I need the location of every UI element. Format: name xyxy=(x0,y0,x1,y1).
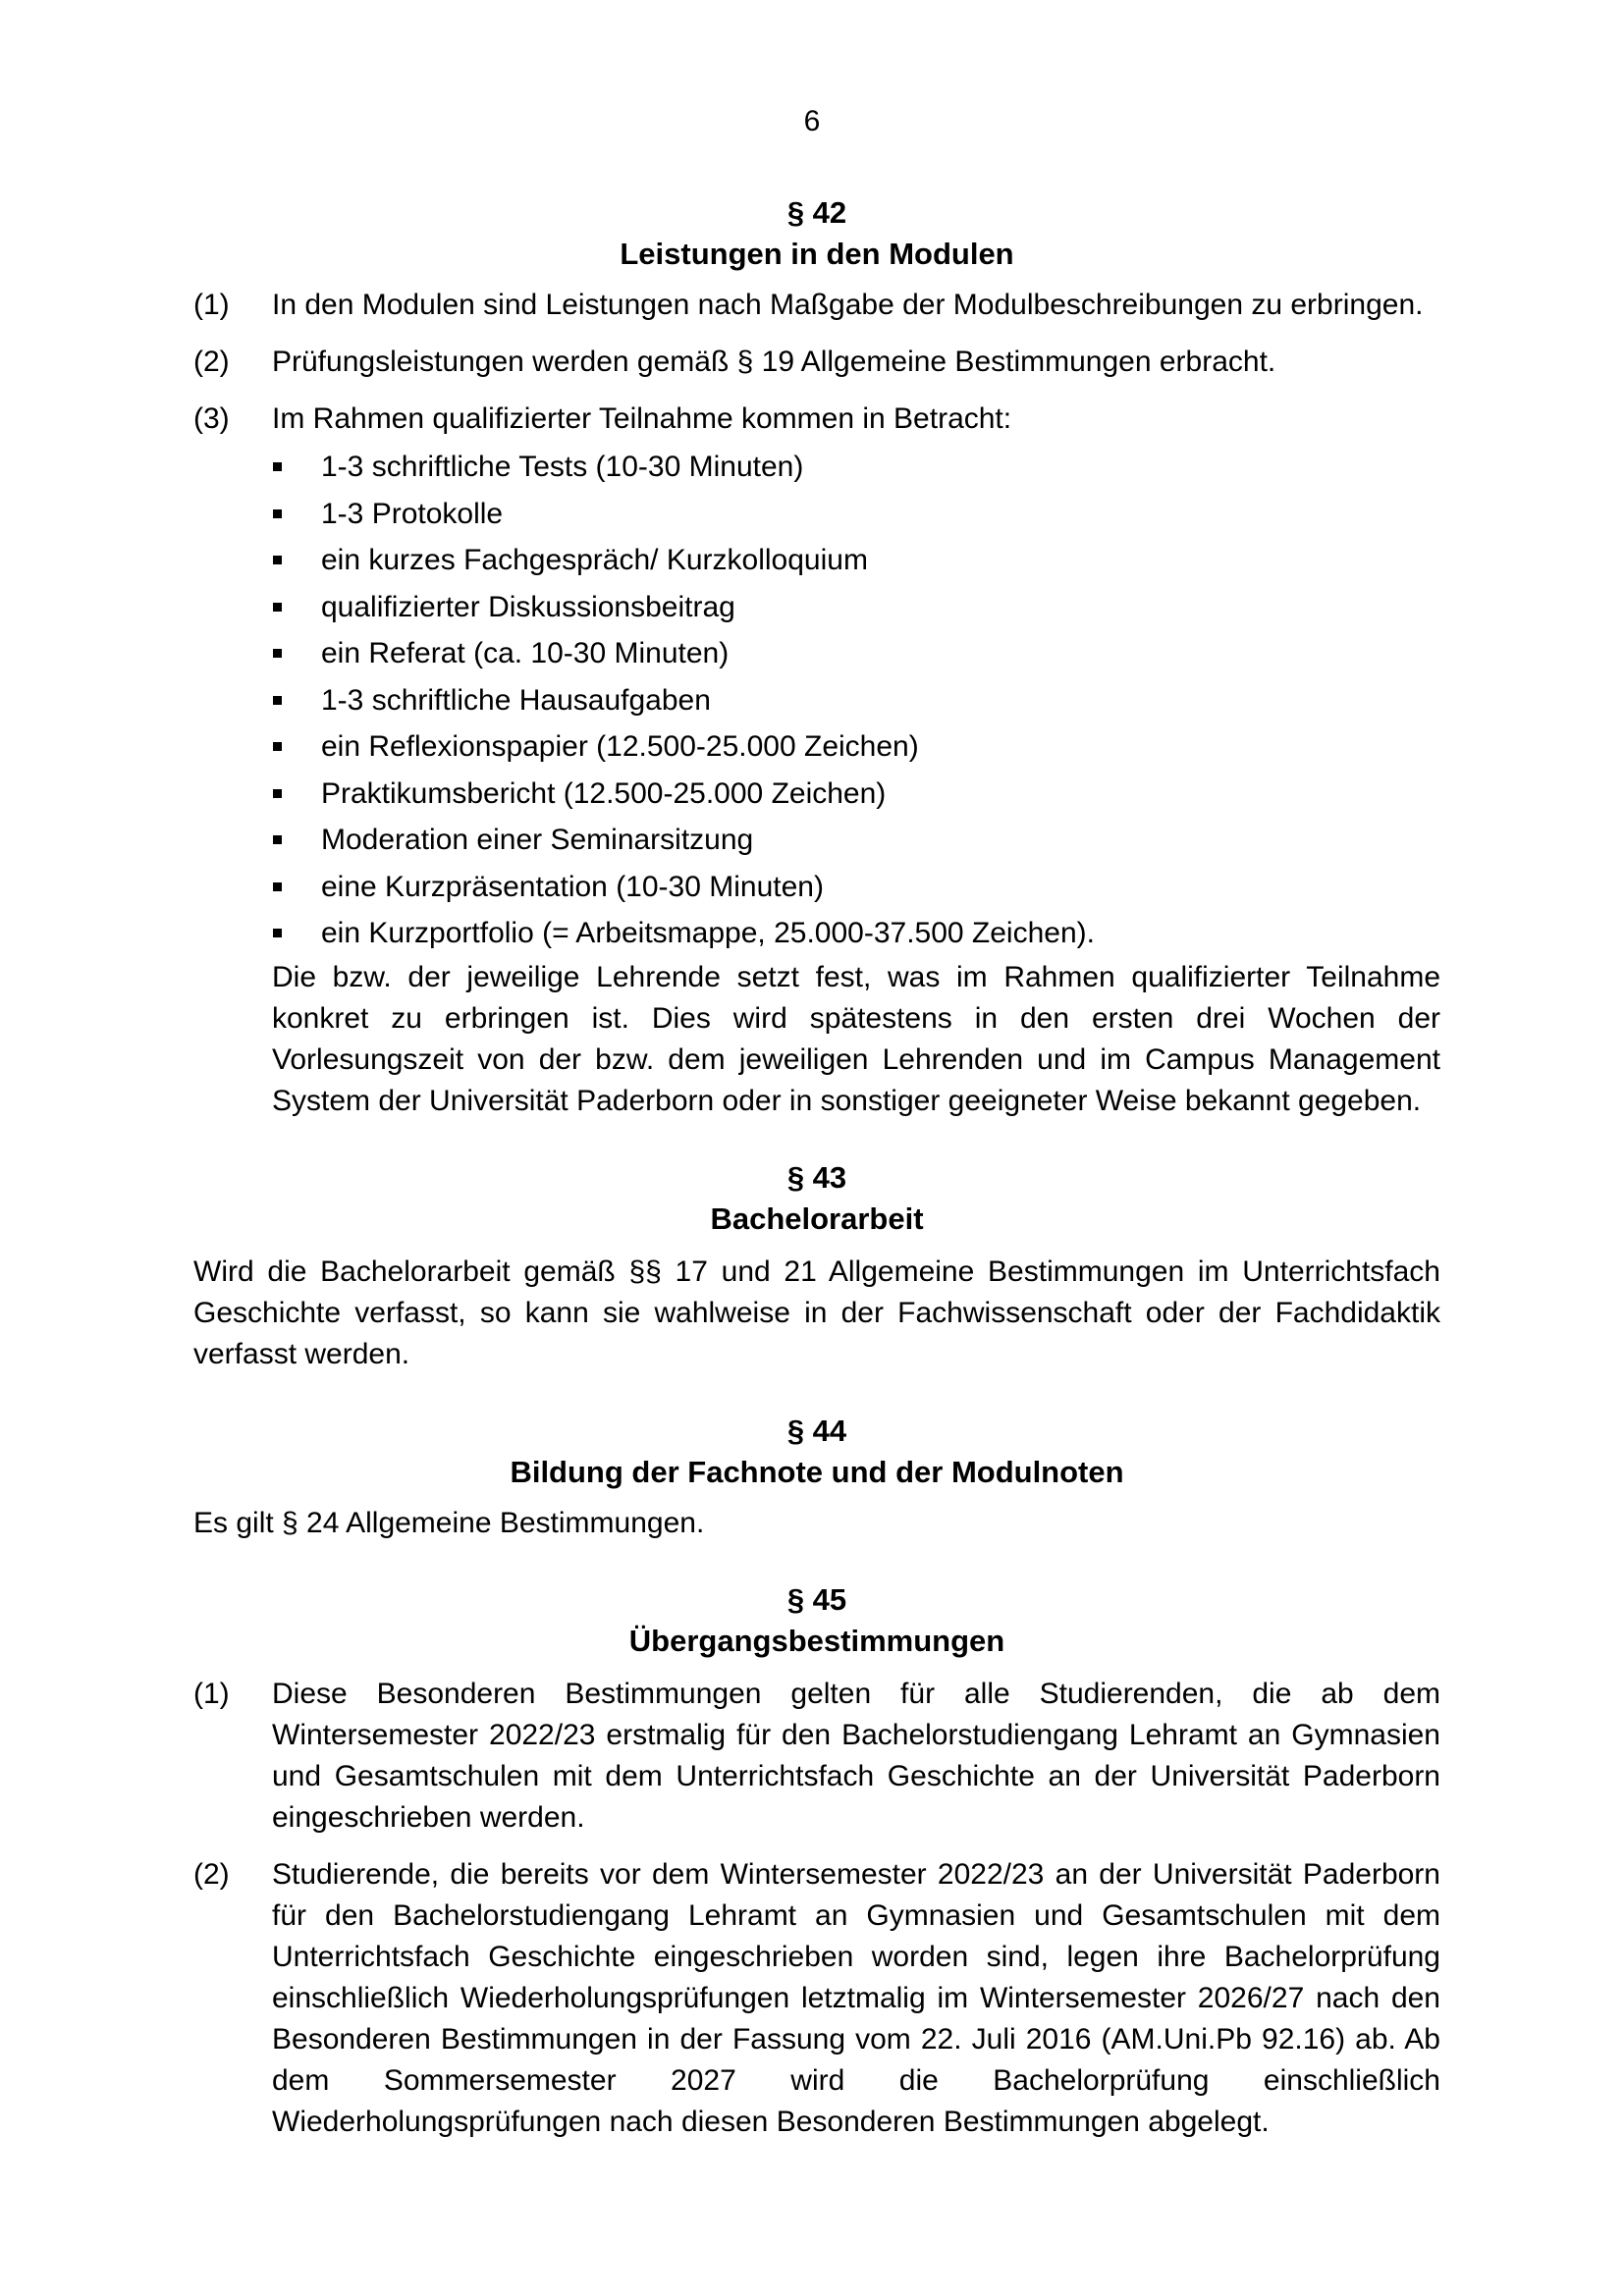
section-number: § 42 xyxy=(786,195,847,230)
paragraph xyxy=(193,1674,1440,1839)
bullet-list xyxy=(272,444,1440,957)
section-text: Es gilt § 24 Allgemeine Bestimmungen. xyxy=(193,1506,705,1539)
paragraph-text: Studierende, die bereits vor dem Wintersemester 2022/23 an der Universität Paderborn für den Bachelorstudiengang Lehramt an Gymnasien und Gesamtschulen mit dem Unterrichtsfach Geschichte eingeschrieben worden sind, legen ihre Bachelorprüfung einschließlich Wiederholungsprüfungen letztmalig im Wintersemester 2026/27 nach den Besonderen Bestimmungen in der Fassung vom 22. Juli 2016 (AM.Uni.Pb 92.16) ab. Ab dem Sommersemester 2027 wird die Bachelorprüfung einschließlich Wiederholungsprüfungen nach diesen Besonderen Bestimmungen abgelegt. xyxy=(272,1857,1440,2138)
list-item: eine Kurzpräsentation (10-30 Minuten) xyxy=(272,864,1440,911)
section-number: § 43 xyxy=(786,1159,847,1195)
list-item: ein Reflexionspapier (12.500-25.000 Zeichen) xyxy=(272,723,1440,771)
section-number: § 45 xyxy=(786,1581,847,1617)
paragraph-text: Im Rahmen qualifizierter Teilnahme kommen in Betracht: xyxy=(272,402,1012,435)
square-bullet-icon xyxy=(272,444,321,491)
section-text: Wird die Bachelorarbeit gemäß §§ 17 und 21 Allgemeine Bestimmungen im Unterrichtsfach Geschichte verfasst, so kann sie wahlweise in der Fachwissenschaft oder der Fachdidaktik verfasst werden. xyxy=(193,1255,1440,1370)
paragraph-text: Prüfungsleistungen werden gemäß § 19 Allgemeine Bestimmungen erbracht. xyxy=(272,346,1276,378)
square-bullet-icon xyxy=(272,817,321,864)
paragraph-text: In den Modulen sind Leistungen nach Maßgabe der Modulbeschreibungen zu erbringen. xyxy=(272,289,1424,321)
square-bullet-icon xyxy=(272,630,321,677)
list-item: 1-3 Protokolle xyxy=(272,491,1440,538)
paragraph-text: Diese Besonderen Bestimmungen gelten für alle Studierenden, die ab dem Wintersemester 2022/23 erstmalig für den Bachelorstudiengang Lehramt an Gymnasien und Gesamtschulen mit dem Unterrichtsfach Geschichte an der Universität Paderborn eingeschrieben werden. xyxy=(272,1677,1440,1834)
section-title: Leistungen in den Modulen xyxy=(620,237,1014,271)
square-bullet-icon xyxy=(272,491,321,538)
square-bullet-icon xyxy=(272,723,321,771)
section-42 xyxy=(193,192,1440,1122)
paragraph xyxy=(193,342,1440,383)
square-bullet-icon xyxy=(272,910,321,957)
paragraph xyxy=(193,399,1440,440)
list-item: ein Kurzportfolio (= Arbeitsmappe, 25.000-37.500 Zeichen). xyxy=(272,910,1440,957)
page-number: 6 xyxy=(803,105,821,137)
square-bullet-icon xyxy=(272,677,321,724)
list-item: Praktikumsbericht (12.500-25.000 Zeichen) xyxy=(272,771,1440,818)
list-item: qualifizierter Diskussionsbeitrag xyxy=(272,584,1440,631)
section-number: § 44 xyxy=(786,1413,847,1448)
square-bullet-icon xyxy=(272,537,321,584)
paragraph xyxy=(193,1854,1440,2143)
paragraph-number: (3) xyxy=(193,402,230,435)
square-bullet-icon xyxy=(272,771,321,818)
section-43 xyxy=(193,1157,1440,1375)
section-44 xyxy=(193,1411,1440,1544)
paragraph-continuation: Die bzw. der jeweilige Lehrende setzt fest, was im Rahmen qualifizierter Teilnahme konkret zu erbringen ist. Dies wird spätestens in den ersten drei Wochen der Vorlesungszeit von der bzw. dem jeweiligen Lehrenden und im Campus Management System der Universität Paderborn oder in sonstiger geeigneter Weise bekannt gegeben. xyxy=(272,960,1440,1117)
document-body xyxy=(193,192,1440,2159)
square-bullet-icon xyxy=(272,584,321,631)
square-bullet-icon xyxy=(272,864,321,911)
list-item: 1-3 schriftliche Hausaufgaben xyxy=(272,677,1440,724)
paragraph-number: (1) xyxy=(193,1677,230,1710)
list-item: 1-3 schriftliche Tests (10-30 Minuten) xyxy=(272,444,1440,491)
section-title: Bachelorarbeit xyxy=(710,1201,924,1236)
list-item: ein Referat (ca. 10-30 Minuten) xyxy=(272,630,1440,677)
section-title: Bildung der Fachnote und der Modulnoten xyxy=(510,1454,1124,1489)
list-item: ein kurzes Fachgespräch/ Kurzkolloquium xyxy=(272,537,1440,584)
paragraph-number: (2) xyxy=(193,1857,230,1891)
paragraph xyxy=(193,285,1440,326)
paragraph-number: (1) xyxy=(193,289,230,321)
section-45 xyxy=(193,1579,1440,2143)
list-item: Moderation einer Seminarsitzung xyxy=(272,817,1440,864)
section-title: Übergangsbestimmungen xyxy=(628,1623,1005,1658)
paragraph-number: (2) xyxy=(193,346,230,378)
